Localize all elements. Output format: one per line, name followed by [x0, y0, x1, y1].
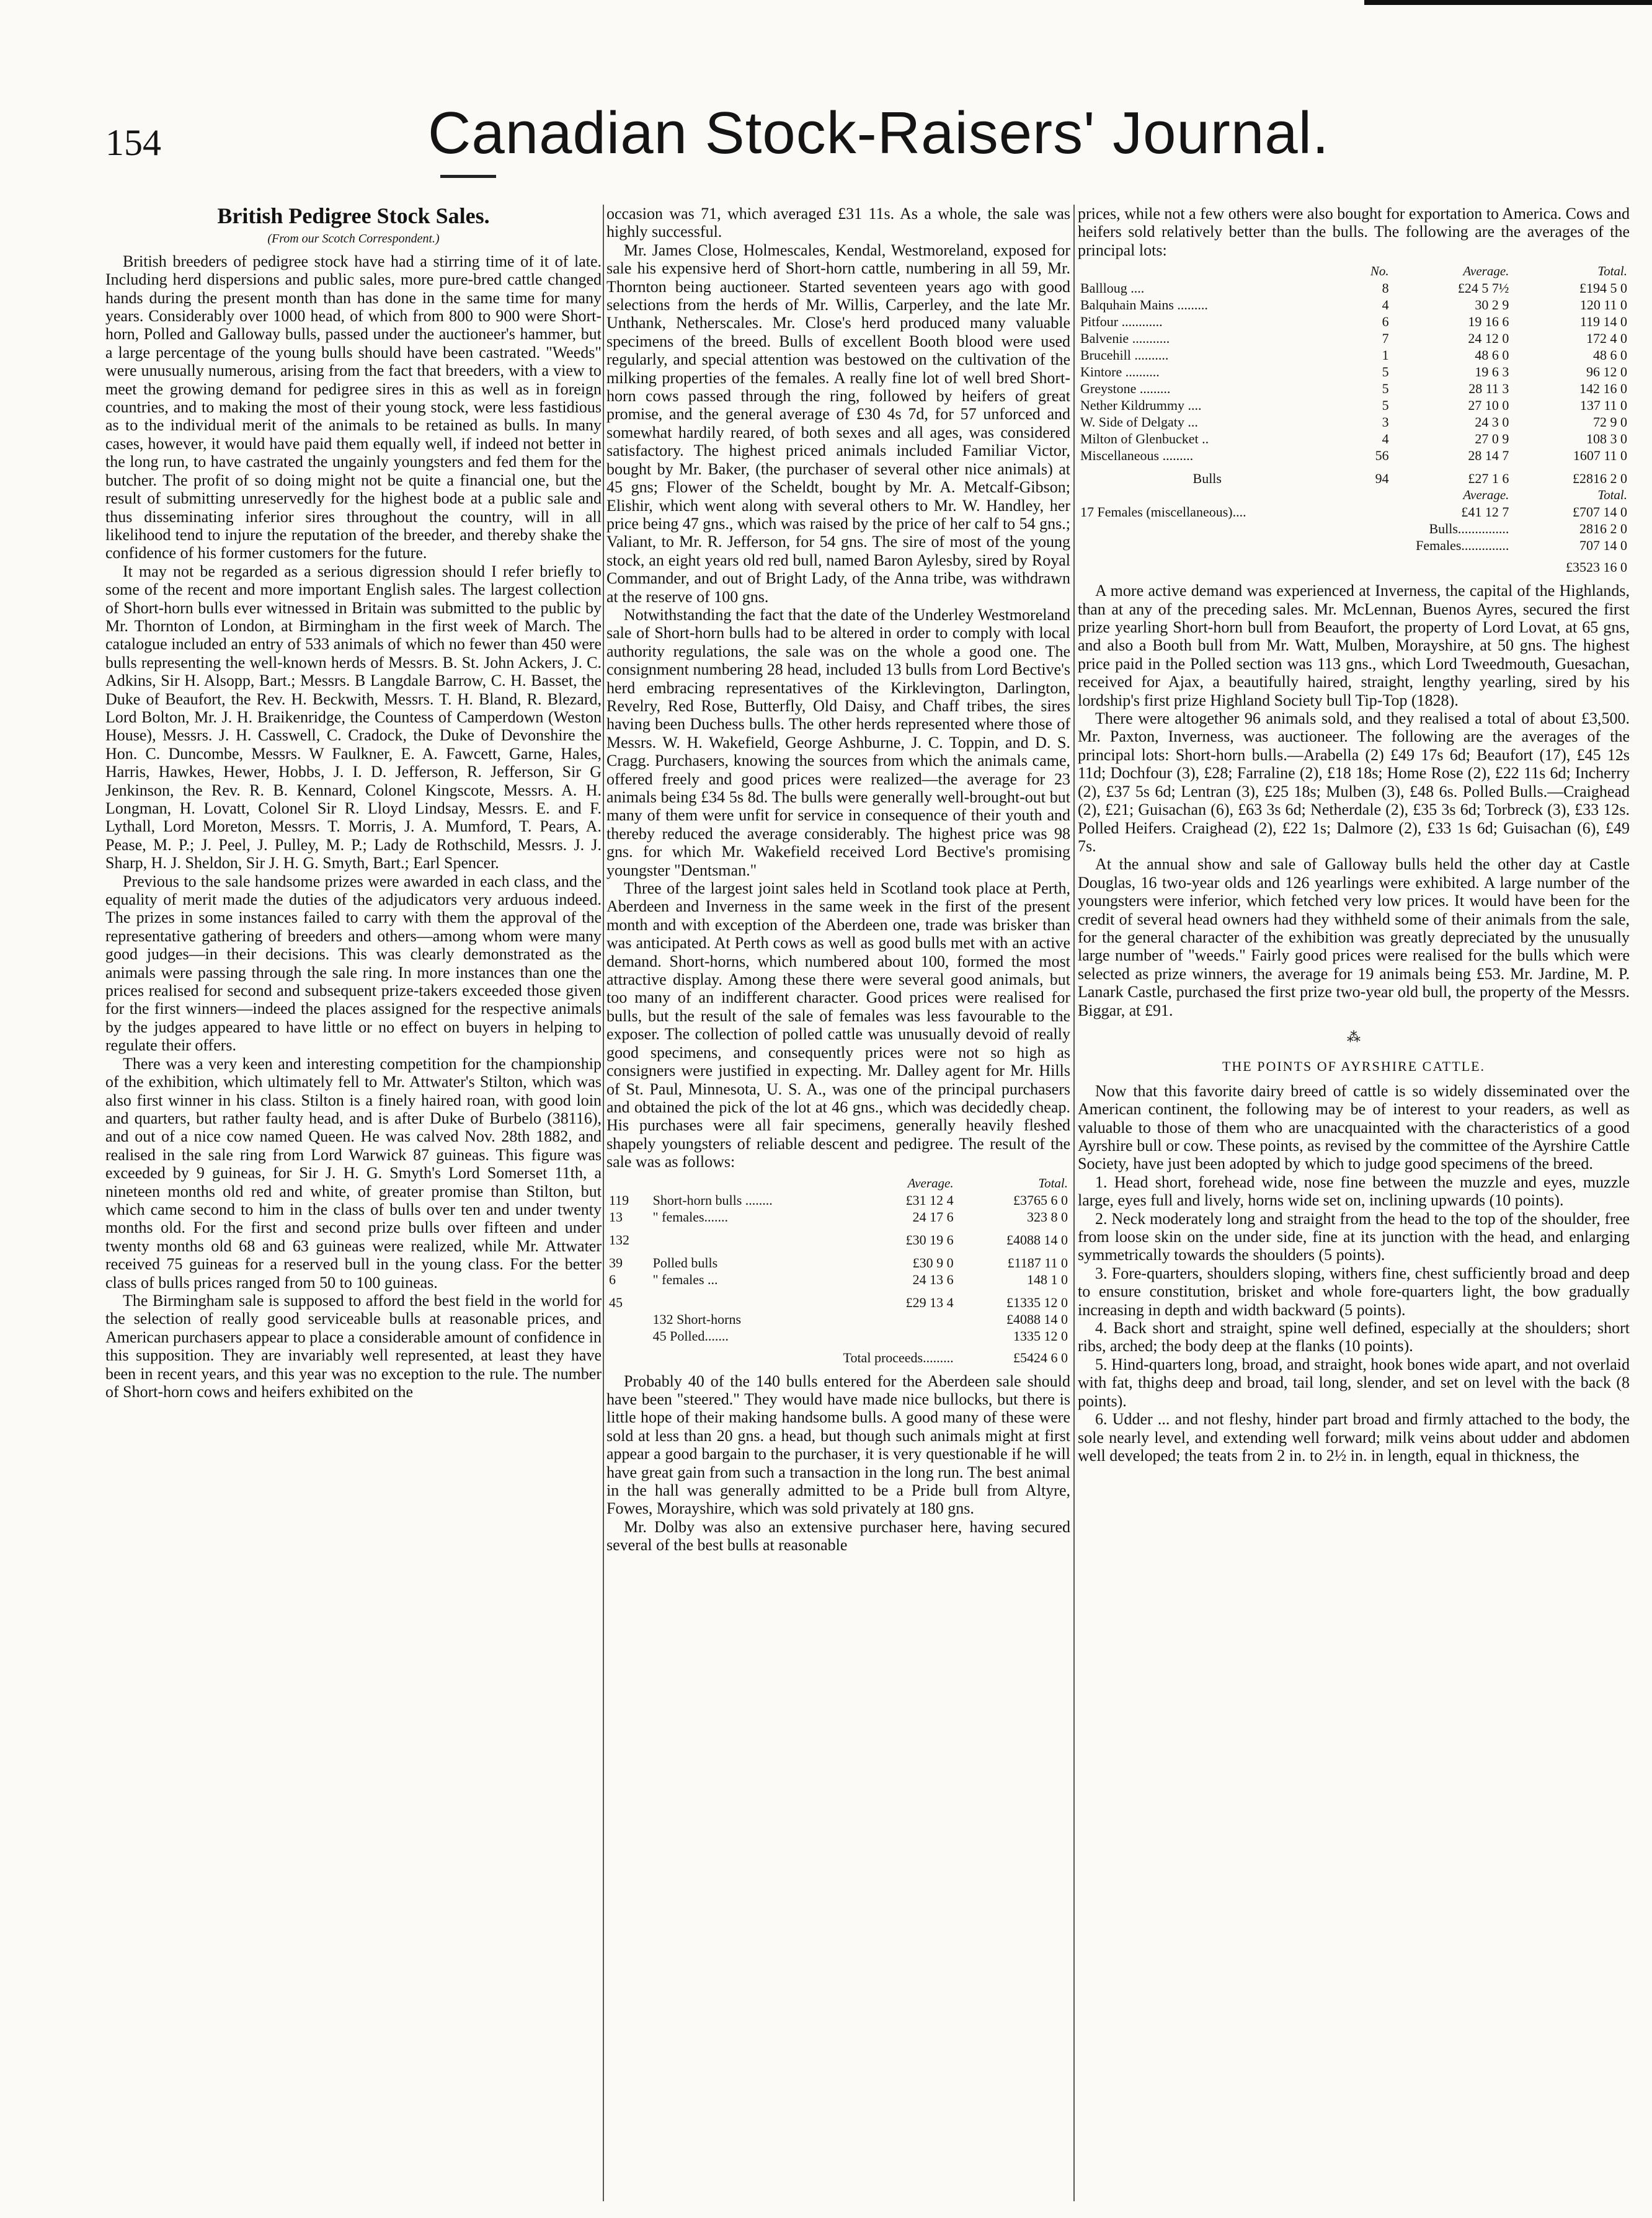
row-total: £4088 14 0 — [1006, 1231, 1068, 1248]
article-dateline: (From our Scotch Correspondent.) — [267, 232, 440, 246]
row-average: £30 19 6 — [905, 1231, 954, 1248]
table-row — [606, 1248, 1070, 1271]
table-row — [1078, 430, 1630, 447]
row-count: 45 — [609, 1294, 623, 1310]
lot-no: 4 — [1382, 431, 1389, 447]
lot-total: 1607 11 0 — [1573, 448, 1627, 464]
row-label: " females....... — [652, 1209, 729, 1225]
paragraph: Mr. Dolby was also an extensive purchaser here, having secured several of the best bulls at reasonable — [606, 1517, 1070, 1555]
column-2 — [606, 205, 1070, 2207]
paragraph: The Birmingham sale is supposed to afford the best field in the world for the selection of really good serviceable bulls at reasonable prices, and American purchasers appear to place a considerable amount of confidence in this supposition. They are invariably well represented, at least they have been in recent years, and this year was no exception to the rule. The number of Short-horn cows and heifers exhibited on the — [105, 1291, 602, 1401]
lot-name: Brucehill .......... — [1080, 347, 1169, 363]
lot-average: 30 2 9 — [1475, 297, 1509, 313]
row-count: 39 — [609, 1254, 623, 1271]
row-average — [865, 1311, 956, 1328]
total-label: Total proceeds......... — [843, 1349, 954, 1365]
lots-table — [1078, 263, 1630, 575]
lot-total: 137 11 0 — [1579, 397, 1627, 414]
lot-no: 1 — [1382, 347, 1389, 363]
header-rule — [440, 175, 496, 178]
sale-results-table — [606, 1175, 1070, 1366]
row-total: 1335 12 0 — [1013, 1328, 1068, 1344]
paragraph: There were altogether 96 animals sold, and they realised a total of about £3,500. Mr. Paxton, Inverness, was auctioneer. The following are the averages of the principal lots: Short-horn bulls.—Arabella (2) £49 17s 6d; Beaufort (17), £45 12s 11d; Dochfour (3), £28; Farraline (2), £18 18s; Home Rose (2), £22 11s 6d; Incherry (2), £37 5s 6d; Lentran (3), £25 18s; Mulben (3), £48 6s. Polled Bulls.—Craighead (2), £21; Guisachan (6), £63 3s 6d; Netherdale (2), £35 3s 6d; Torbreck (3), £33 12s. Polled Heifers. Craighead (2), £22 1s; Dalmore (2), £33 1s 6d; Guisachan (6), £49 7s. — [1078, 709, 1630, 855]
paragraph: occasion was 71, which averaged £31 11s. As a whole, the sale was highly successful. — [606, 205, 1070, 241]
lot-name: W. Side of Delgaty ... — [1080, 414, 1198, 430]
column-rule-1 — [603, 205, 604, 2201]
row-label: " females ... — [652, 1271, 718, 1287]
table-row — [1078, 447, 1630, 464]
table-row — [606, 1271, 1070, 1288]
lot-total: £707 14 0 — [1573, 504, 1627, 520]
row-count: 132 — [609, 1231, 629, 1248]
lot-no: 8 — [1382, 280, 1389, 296]
ornament: ⁂ — [1347, 1029, 1361, 1045]
row-count: 13 — [609, 1209, 623, 1225]
row-label — [651, 1288, 866, 1311]
table-header: No. — [1370, 264, 1389, 279]
column-rule-2 — [1073, 205, 1075, 2201]
article-headline: British Pedigree Stock Sales. — [217, 205, 490, 228]
paragraph: 2. Neck moderately long and straight from the head to the top of the shoulder, free from loose skin on the under side, fine at its junction with the head, and enlarging symmetrically towards the shoulders (5 points). — [1078, 1209, 1630, 1264]
paragraph: A more active demand was experienced at Inverness, the capital of the Highlands, than at any of the preceding sales. Mr. McLennan, Buenos Ayres, secured the first prize yearling Short-horn bull from Beaufort, the property of Lord Lovat, at 65 gns, and also a Booth bull from Mr. Watt, Mulben, Morayshire, at 50 gns. The highest price paid in the Polled section was 113 gns., which Lord Tweedmouth, Guesachan, received for Ajax, a beautifully haired, straight, lengthy yearling, sired by his lordship's first prize Highland Society bull Tip-Top (1828). — [1078, 582, 1630, 709]
lot-no: 3 — [1382, 414, 1389, 430]
paragraph: Previous to the sale handsome prizes were awarded in each class, and the equality of merit made the duties of the adjudicators very arduous indeed. The prizes in some instances failed to carry with them the approval of the representative gathering of breeders and others—among whom were many good judges—in their decisions. This was clearly demonstrated as the animals were passing through the sale ring. In more instances than one the prices realised for second and subsequent prize-takers exceeded those given for the first winners—indeed the places assigned for the respective animals by the judges appeared to have little or no effect on buyers in helping to regulate their offers. — [105, 872, 602, 1055]
lot-name: Bulls............... — [1429, 521, 1509, 537]
lot-total: 707 14 0 — [1579, 538, 1627, 554]
row-label: 45 Polled....... — [652, 1328, 729, 1344]
table-row — [1078, 464, 1630, 487]
paragraph: Mr. James Close, Holmescales, Kendal, Westmoreland, exposed for sale his expensive herd of Short-horn cattle, numbering in all 59, Mr. Thornton being auctioneer. Started seventeen years ago with good selections from the herds of Mr. Willis, Carperley, and the late Mr. Unthank, Netherscales. Mr. Close's herd produced many valuable specimens of the breed. Bulls of excellent Booth blood were used regularly, and special attention was bestowed on the cultivation of the milking properties of the females. A really fine lot of well bred Short-horn cows passed through the ring, followed by heifers of great promise, and the general average of £30 4s 7d, for 57 unforced and somewhat hardily reared, of both sexes and all ages, was considered satisfactory. The highest priced animals included Familiar Victor, bought by Mr. Baker, (the purchaser of several other nice animals) at 45 gns; Flower of the Scheldt, bought by Mr. A. Metcalf-Gibson; Elishir, which went along with several others to Mr. W. Handley, her price being 47 gns., which was raised by the price of her calf to 54 gns.; Valiant, to Mr. R. Jefferson, for 54 gns. The sire of most of the young stock, an eight years old red bull, named Baron Aylesby, sired by Royal Commander, and out of Bright Lady, of the Anna tribe, was withdrawn at the reserve of 100 gns. — [606, 241, 1070, 606]
lot-name: Miscellaneous ......... — [1080, 448, 1194, 464]
table-row — [606, 1288, 1070, 1311]
lot-average: 19 6 3 — [1475, 364, 1509, 380]
lot-total: 119 14 0 — [1579, 314, 1627, 330]
lot-name: Bulls — [1192, 471, 1222, 487]
lot-name: Kintore .......... — [1080, 364, 1160, 380]
table-header: Average. — [1463, 487, 1509, 503]
lot-no: 5 — [1382, 397, 1389, 414]
table-row — [1078, 363, 1630, 380]
row-total: 323 8 0 — [1027, 1209, 1068, 1225]
lot-name: 17 Females (miscellaneous).... — [1080, 504, 1246, 520]
lot-no: 4 — [1382, 297, 1389, 313]
lot-name: Females.............. — [1416, 538, 1509, 554]
row-average — [865, 1328, 956, 1344]
row-total: £1187 11 0 — [1007, 1254, 1068, 1271]
lot-no: 5 — [1382, 381, 1389, 397]
lot-average: £41 12 7 — [1461, 504, 1509, 520]
paragraph: At the annual show and sale of Galloway bulls held the other day at Castle Douglas, 16 two-year olds and 126 yearlings were exhibited. A large number of the youngsters were inferior, which fetched very low prices. It would have been for the credit of several head owners had they withheld some of their animals from the sale, for the general character of the exhibition was greatly depreciated by the unusually large number of "weeds." Fairly good prices were realised for the bulls which were selected as prize winners, the average for 19 animals being £53. Mr. Jardine, M. P. Lanark Castle, purchased the first prize two-year old bull, the property of the Messrs. Biggar, at £91. — [1078, 855, 1630, 1019]
lot-no: 94 — [1375, 471, 1389, 487]
table-row — [1078, 537, 1630, 554]
grand-total: £3523 16 0 — [1566, 559, 1627, 575]
lot-average: 28 11 3 — [1468, 381, 1509, 397]
lot-no: 5 — [1382, 364, 1389, 380]
lot-no: 7 — [1382, 330, 1389, 347]
row-average: 24 17 6 — [912, 1209, 954, 1225]
paragraph: It may not be regarded as a serious digression should I refer briefly to some of the recent and more important English sales. The largest collection of Short-horn bulls ever witnessed in Britain was submitted to the public by Mr. Thornton of London, at Birmingham in the first week of March. The catalogue included an entry of 533 animals of which no fewer than 450 were bulls representing the well-known herds of Messrs. B. St. John Ackers, J. C. Adkins, Sir H. Alsopp, Bart.; Messrs. B Langdale Barrow, C. H. Basset, the Duke of Beaufort, the Rev. H. Beckwith, Messrs. T. H. Bland, R. Blezard, Lord Bolton, Mr. J. H. Braikenridge, the Countess of Camperdown (Weston House), Messrs. J. H. Casswell, C. Cradock, the Duke of Devonshire the Hon. C. Duncombe, Messrs. W Faulkner, E. A. Fawcett, Garne, Hales, Harris, Hawkes, Hewer, Hobbs, J. I. D. Jefferson, R. Jefferson, Sir G Jenkinson, the Rev. R. B. Kennard, Colonel Kingscote, Messrs. A. H. Longman, H. Lovatt, Colonel Sir R. Lloyd Lindsay, Messrs. E. and F. Lythall, Lord Moreton, Messrs. T. Morris, J. A. Mumford, T. Pears, A. Pease, M. P.; J. Peel, J. Pulley, M. P.; Lady de Rothschild, Messrs. J. J. Sharp, H. J. Sheldon, Sir J. H. G. Smyth, Bart.; Earl Spencer. — [105, 562, 602, 872]
table-row — [606, 1209, 1070, 1225]
lot-name: Balvenie ........... — [1080, 330, 1170, 347]
row-average: £30 9 0 — [912, 1254, 954, 1271]
paragraph: Notwithstanding the fact that the date of the Underley Westmoreland sale of Short-horn bulls had to be altered in order to comply with local authority regulations, the sale was on the whole a good one. The consignment numbering 28 head, included 13 bulls from Lord Bective's herd embracing representatives of the Kirklevington, Darlington, Revelry, Red Rose, Butterfly, Old Daisy, and Chaff tribes, the sires having been Duchess bulls. The other herds represented where those of Messrs. W. H. Wakefield, George Ashburne, J. C. Toppin, and D. S. Cragg. Purchasers, knowing the sources from which the animals came, offered freely and good prices were realized—the average for 23 animals being £34 5s 8d. The bulls were generally well-brought-out but many of them were unfit for service in consequence of their youth and thereby reduced the average considerably. The highest price was 98 gns. for which Mr. Wakefield received Lord Bective's promising youngster "Dentsman." — [606, 605, 1070, 879]
paragraph: Now that this favorite dairy breed of cattle is so widely disseminated over the American continent, the following may be of interest to your readers, as well as valuable to those of them who are unacquainted with the characteristics of a good Ayrshire bull or cow. These points, as revised by the committee of the Ayrshire Cattle Society, have just been adopted by which to judge good specimens of the breed. — [1078, 1081, 1630, 1173]
paragraph: prices, while not a few others were also bought for exportation to America. Cows and heifers sold relatively better than the bulls. The following are the averages of the principal lots: — [1078, 205, 1630, 259]
column-1 — [105, 205, 602, 2207]
lot-name: Pitfour ............ — [1080, 314, 1163, 330]
row-label: Polled bulls — [652, 1254, 718, 1271]
lot-total: £194 5 0 — [1579, 280, 1627, 296]
row-label: Short-horn bulls ........ — [652, 1192, 773, 1208]
table-header: Total. — [1597, 487, 1627, 503]
row-total: £3765 6 0 — [1013, 1192, 1068, 1208]
paragraph: 3. Fore-quarters, shoulders sloping, withers fine, chest sufficiently broad and deep to ensure constitution, brisket and whole fore-quarters light, the bow gradually increasing in depth and width backward (5 points). — [1078, 1264, 1630, 1319]
row-total: 148 1 0 — [1027, 1271, 1068, 1287]
top-rule — [1364, 0, 1652, 5]
row-count: 6 — [609, 1271, 616, 1287]
lot-average: 48 6 0 — [1475, 347, 1509, 363]
table-row — [606, 1311, 1070, 1328]
lot-total: £2816 2 0 — [1573, 471, 1627, 487]
row-count — [606, 1311, 651, 1328]
paragraph: 5. Hind-quarters long, broad, and straight, hook bones wide apart, and not overlaid with fat, thighs deep and broad, tail long, slender, and set on level with the back (8 points). — [1078, 1355, 1630, 1410]
lot-average: £27 1 6 — [1468, 471, 1509, 487]
lot-average: 24 3 0 — [1475, 414, 1509, 430]
table-row — [1078, 380, 1630, 397]
table-row — [1078, 503, 1630, 520]
paragraph: British breeders of pedigree stock have had a stirring time of it of late. Including herd dispersions and public sales, more pure-bred cattle changed hands during the present month than has done in the same time for many years. Considerably over 1000 head, of which from 800 to 900 were Short-horn, Polled and Galloway bulls, passed under the auctioneer's hammer, but a large percentage of the young bulls should have been castrated. "Weeds" were unusually numerous, arising from the fact that breeders, with a view to meet the growing demand for pedigree sires in this as well as in foreign countries, and to making the most of their young stock, were less fastidious as to the individual merit of the animals to be retained as bulls. In many cases, however, it would have paid them equally well, if indeed not better in the long run, to have castrated the ungainly youngsters and fed them for the butcher. The profit of so doing might not be quite a financial one, but the result of submitting unreservedly for the highest bode at a public sale and thus disseminating inferior sires throughout the country, will in all likelihood tend to injure the reputation of the breeder, and thereby shake the confidence of his former customers for the future. — [105, 252, 602, 562]
table-row — [1078, 347, 1630, 363]
paragraph: Three of the largest joint sales held in Scotland took place at Perth, Aberdeen and Inverness in the same week in the first of the present month and with exception of the Aberdeen one, trade was brisker than was anticipated. At Perth cows as well as good bulls met with an active demand. Short-horns, which numbered about 100, formed the most attractive display. Among these there were several good animals, but too many of an indifferent character. Good prices were realised for bulls, but the result of the sale of females was less favourable to the exposer. The collection of polled cattle was unusually devoid of really good specimens, and consequently prices were not so high as consigners were justified in expecting. Mr. Dalley agent for Mr. Hills of St. Paul, Minnesota, U. S. A., was one of the principal purchasers and obtained the pick of the lot at 46 gns., which was decidedly cheap. His purchases were all fair specimens, generally heavily fleshed shapely youngsters of reliable descent and pedigree. The result of the sale was as follows: — [606, 879, 1070, 1171]
table-header: Total. — [1597, 264, 1627, 279]
table-row — [606, 1328, 1070, 1344]
table-row — [1078, 296, 1630, 313]
lot-no: 6 — [1382, 314, 1389, 330]
lot-name: Milton of Glenbucket .. — [1080, 431, 1209, 447]
table-row — [606, 1225, 1070, 1248]
total-value: £5424 6 0 — [1013, 1349, 1068, 1365]
table-row — [1078, 280, 1630, 296]
row-average: 24 13 6 — [912, 1271, 954, 1287]
table-row — [1078, 313, 1630, 330]
row-total: £4088 14 0 — [1006, 1311, 1068, 1327]
row-count: 119 — [609, 1192, 629, 1208]
paragraph: 1. Head short, forehead wide, nose fine between the muzzle and eyes, muzzle large, eyes full and lively, horns wide set on, inclining upwards (10 points). — [1078, 1173, 1630, 1210]
lot-average: 19 16 6 — [1468, 314, 1509, 330]
lot-total: 2816 2 0 — [1579, 521, 1627, 537]
section-subheading: THE POINTS OF AYRSHIRE CATTLE. — [1222, 1058, 1486, 1075]
lot-total: 48 6 0 — [1593, 347, 1627, 363]
journal-title: Canadian Stock-Raisers' Journal. — [428, 100, 1330, 166]
lot-total: 142 16 0 — [1579, 381, 1627, 397]
table-header: Total. — [1038, 1175, 1068, 1191]
row-total: £1335 12 0 — [1006, 1294, 1068, 1310]
lot-name: Greystone ......... — [1080, 381, 1171, 397]
lot-total: 96 12 0 — [1586, 364, 1627, 380]
page-number: 154 — [105, 122, 161, 163]
lot-average: £24 5 7½ — [1457, 280, 1509, 296]
page-header — [105, 99, 1637, 180]
lot-total: 108 3 0 — [1586, 431, 1627, 447]
column-3 — [1078, 205, 1630, 2207]
lot-average: 28 14 7 — [1468, 448, 1509, 464]
table-row — [1078, 520, 1630, 537]
table-row — [1078, 414, 1630, 430]
lot-average: 27 10 0 — [1468, 397, 1509, 414]
table-total-row — [1078, 554, 1630, 575]
row-average: £31 12 4 — [905, 1192, 954, 1208]
row-label: 132 Short-horns — [652, 1311, 742, 1327]
lot-total: 120 11 0 — [1579, 297, 1627, 313]
paragraph: Probably 40 of the 140 bulls entered for the Aberdeen sale should have been "steered." They would have made nice bullocks, but there is little hope of their making handsome bulls. A good many of these were sold at less than 20 gns. a head, but though such animals might at first appear a good bargain to the purchaser, it is very questionable if he will have great gain from such a transaction in the long run. The best animal in the hall was generally admitted to be a Pride bull from Altyre, Fowes, Morayshire, which was sold privately at 180 gns. — [606, 1372, 1070, 1518]
lot-average: 27 0 9 — [1475, 431, 1509, 447]
lot-name: Nether Kildrummy .... — [1080, 397, 1202, 414]
paragraph: There was a very keen and interesting competition for the championship of the exhibition, which ultimately fell to Mr. Attwater's Stilton, which was also first winner in his class. Stilton is a finely haired roan, with good loin and quarters, but rather faulty head, and is after Duke of Burbelo (38116), and out of a nice cow named Queen. He was calved Nov. 28th 1882, and realised in the sale ring from Lord Warwick 87 guineas. This figure was exceeded by 9 guineas, for Sir J. H. G. Smyth's Lord Somerset 11th, a nineteen months old red and white, of greater promise than Stilton, but which came second to him in the class of bulls over ten and under twenty months old. For the first and second prize bulls over fifteen and under twenty months old 68 and 63 guineas were realized, while Mr. Attwater received 75 guineas for a reserved bull in the young class. For the better class of bulls prices ranged from 50 to 100 guineas. — [105, 1054, 602, 1292]
table-header: Average. — [1463, 264, 1509, 279]
row-average: £29 13 4 — [905, 1294, 954, 1310]
table-row — [1078, 397, 1630, 414]
lot-name: Ballloug .... — [1080, 280, 1145, 296]
table-row — [1078, 330, 1630, 347]
lot-total: 172 4 0 — [1586, 330, 1627, 347]
table-total-row — [606, 1344, 1070, 1366]
lot-no: 56 — [1375, 448, 1389, 464]
table-header: Average. — [907, 1175, 954, 1191]
paragraph: 6. Udder ... and not fleshy, hinder part broad and firmly attached to the body, the sole nearly level, and extending well forward; milk veins about udder and abdomen well developed; the teats from 2 in. to 2½ in. in length, equal in thickness, the — [1078, 1410, 1630, 1465]
table-row — [606, 1192, 1070, 1209]
lot-total: 72 9 0 — [1593, 414, 1627, 430]
lot-name: Balquhain Mains ......... — [1080, 297, 1208, 313]
row-label — [651, 1225, 866, 1248]
lot-average: 24 12 0 — [1468, 330, 1509, 347]
paragraph: 4. Back short and straight, spine well defined, especially at the shoulders; short ribs, arched; the body deep at the flanks (10 points). — [1078, 1319, 1630, 1355]
row-count — [606, 1328, 651, 1344]
